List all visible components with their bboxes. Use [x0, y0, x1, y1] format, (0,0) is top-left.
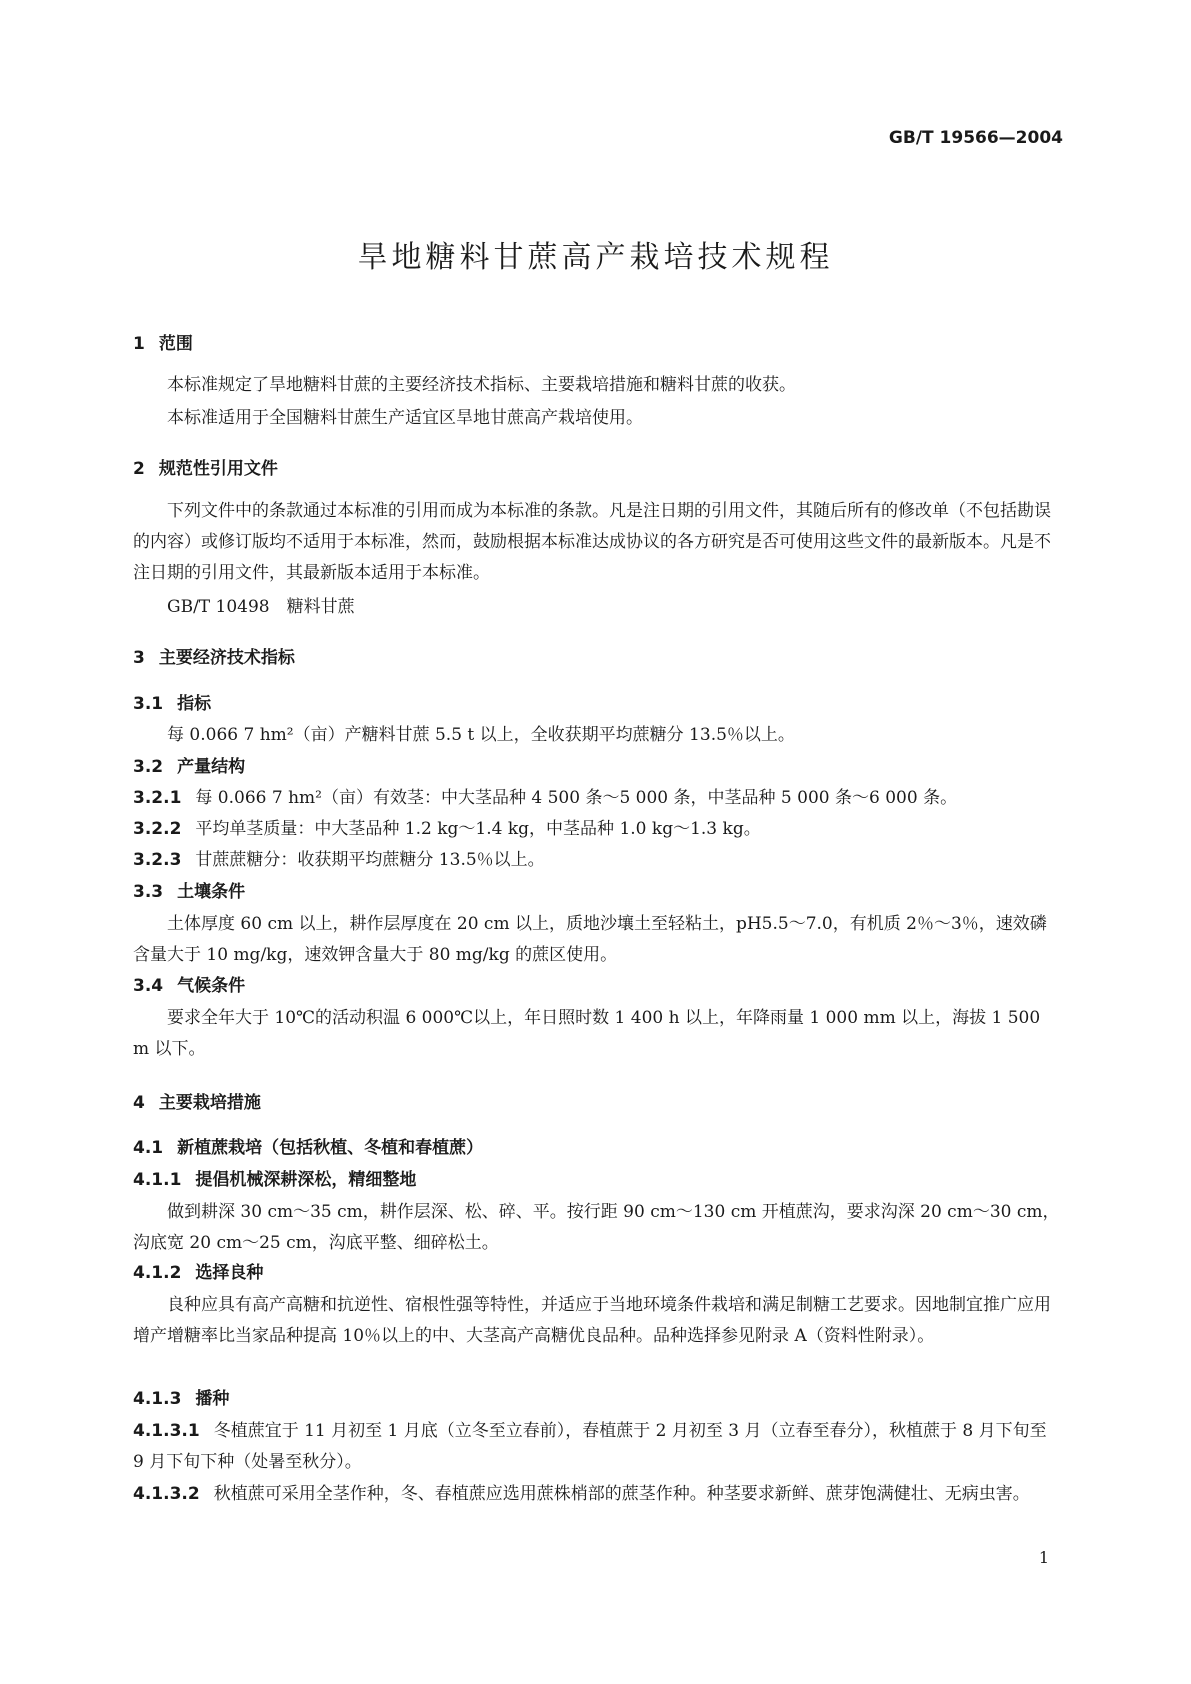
section-number: 3	[133, 648, 145, 668]
section-number: 4	[133, 1093, 145, 1113]
clause-4-1-2-text: 良种应具有高产高糖和抗逆性、宿根性强等特性，并适应于当地环境条件栽培和满足制糖工艺要求。因地制宜推广应用增产增糖率比当家品种提高 10％以上的中、大茎高产高糖优良品种。品种选择参见附录 A（资料性附录）。	[133, 1295, 1051, 1346]
clause-title: 指标	[177, 694, 212, 714]
clause-title: 产量结构	[177, 757, 246, 777]
clause-number: 3.4	[133, 976, 164, 996]
clause-title: 新植蔗栽培（包括秋植、冬植和春植蔗）	[177, 1138, 484, 1158]
clause-number: 4.1	[133, 1138, 164, 1158]
clause-number: 3.2.2	[133, 819, 182, 839]
clause-number: 3.3	[133, 882, 164, 902]
page-number: 1	[1038, 1548, 1049, 1567]
clause-4-1-3-heading	[133, 1385, 1061, 1413]
clause-number: 3.1	[133, 694, 164, 714]
clause-title: 选择良种	[195, 1263, 264, 1283]
section-title: 范围	[158, 334, 193, 354]
section-title: 主要经济技术指标	[158, 648, 295, 668]
clause-3-2-2	[133, 815, 1061, 843]
clause-title: 气候条件	[177, 976, 246, 996]
section-2-heading	[133, 455, 1061, 483]
section-1-paragraph-1: 本标准规定了旱地糖料甘蔗的主要经济技术指标、主要栽培措施和糖料甘蔗的收获。	[167, 375, 796, 395]
normative-reference: GB/T 10498 糖料甘蔗	[167, 597, 355, 617]
clause-number: 4.1.3.2	[133, 1484, 200, 1504]
clause-number: 3.2.1	[133, 788, 182, 808]
clause-3-2-3	[133, 846, 1061, 874]
clause-title: 土壤条件	[177, 882, 246, 902]
section-4-heading	[133, 1089, 1061, 1117]
clause-4-1-1-text: 做到耕深 30 cm～35 cm，耕作层深、松、碎、平。按行距 90 cm～130 cm 开植蔗沟，要求沟深 20 cm～30 cm，沟底宽 20 cm～25 cm，沟底平整、细碎松土。	[133, 1202, 1060, 1253]
standard-number: GB/T 19566—2004	[888, 128, 1063, 148]
clause-3-3-text: 土体厚度 60 cm 以上，耕作层厚度在 20 cm 以上，质地沙壤土至轻粘土，pH5.5～7.0，有机质 2％～3％，速效磷含量大于 10 mg/kg，速效钾含量大于 80 mg/kg 的蔗区使用。	[133, 914, 1047, 965]
clause-4-1-3-2	[133, 1479, 1061, 1510]
clause-text: 平均单茎质量：中大茎品种 1.2 kg～1.4 kg，中茎品种 1.0 kg～1.3 kg。	[195, 819, 761, 839]
clause-text: 秋植蔗可采用全茎作种，冬、春植蔗应选用蔗株梢部的蔗茎作种。种茎要求新鲜、蔗芽饱满健壮、无病虫害。	[213, 1484, 1030, 1504]
clause-3-4-text: 要求全年大于 10℃的活动积温 6 000℃以上，年日照时数 1 400 h 以上，年降雨量 1 000 mm 以上，海拔 1 500 m 以下。	[133, 1008, 1041, 1059]
clause-number: 4.1.3.1	[133, 1421, 200, 1441]
clause-4-1-1-heading	[133, 1166, 1061, 1194]
clause-text: 冬植蔗宜于 11 月初至 1 月底（立冬至立春前），春植蔗于 2 月初至 3 月（立春至春分），秋植蔗于 8 月下旬至 9 月下旬下种（处暑至秋分）。	[133, 1421, 1047, 1472]
clause-number: 4.1.2	[133, 1263, 182, 1283]
clause-4-1-3-1	[133, 1416, 1061, 1478]
clause-3-3-heading	[133, 878, 1061, 906]
section-1-heading	[133, 330, 1061, 358]
section-number: 1	[133, 334, 145, 354]
section-1-paragraph-2: 本标准适用于全国糖料甘蔗生产适宜区旱地甘蔗高产栽培使用。	[167, 408, 643, 428]
clause-number: 3.2	[133, 757, 164, 777]
clause-number: 3.2.3	[133, 850, 182, 870]
document-title: 旱地糖料甘蔗高产栽培技术规程	[357, 240, 834, 275]
section-title: 主要栽培措施	[158, 1093, 261, 1113]
clause-3-1-heading	[133, 690, 1061, 718]
section-title: 规范性引用文件	[158, 459, 278, 479]
clause-3-2-heading	[133, 753, 1061, 781]
clause-4-1-2-heading	[133, 1259, 1061, 1287]
section-2-paragraph: 下列文件中的条款通过本标准的引用而成为本标准的条款。凡是注日期的引用文件，其随后所有的修改单（不包括勘误的内容）或修订版均不适用于本标准，然而，鼓励根据本标准达成协议的各方研究是否可使用这些文件的最新版本。凡是不注日期的引用文件，其最新版本适用于本标准。	[133, 501, 1051, 583]
clause-3-2-1	[133, 784, 1061, 812]
clause-text: 甘蔗蔗糖分：收获期平均蔗糖分 13.5％以上。	[195, 850, 545, 870]
clause-title: 提倡机械深耕深松，精细整地	[195, 1170, 417, 1190]
clause-text: 每 0.066 7 hm²（亩）有效茎：中大茎品种 4 500 条～5 000 条，中茎品种 5 000 条～6 000 条。	[195, 788, 958, 808]
clause-title: 播种	[195, 1389, 230, 1409]
clause-3-4-heading	[133, 972, 1061, 1000]
clause-4-1-heading	[133, 1134, 1061, 1162]
section-3-heading	[133, 644, 1061, 672]
section-number: 2	[133, 459, 145, 479]
clause-number: 4.1.1	[133, 1170, 182, 1190]
clause-3-1-text: 每 0.066 7 hm²（亩）产糖料甘蔗 5.5 t 以上，全收获期平均蔗糖分 13.5％以上。	[167, 725, 795, 745]
clause-number: 4.1.3	[133, 1389, 182, 1409]
